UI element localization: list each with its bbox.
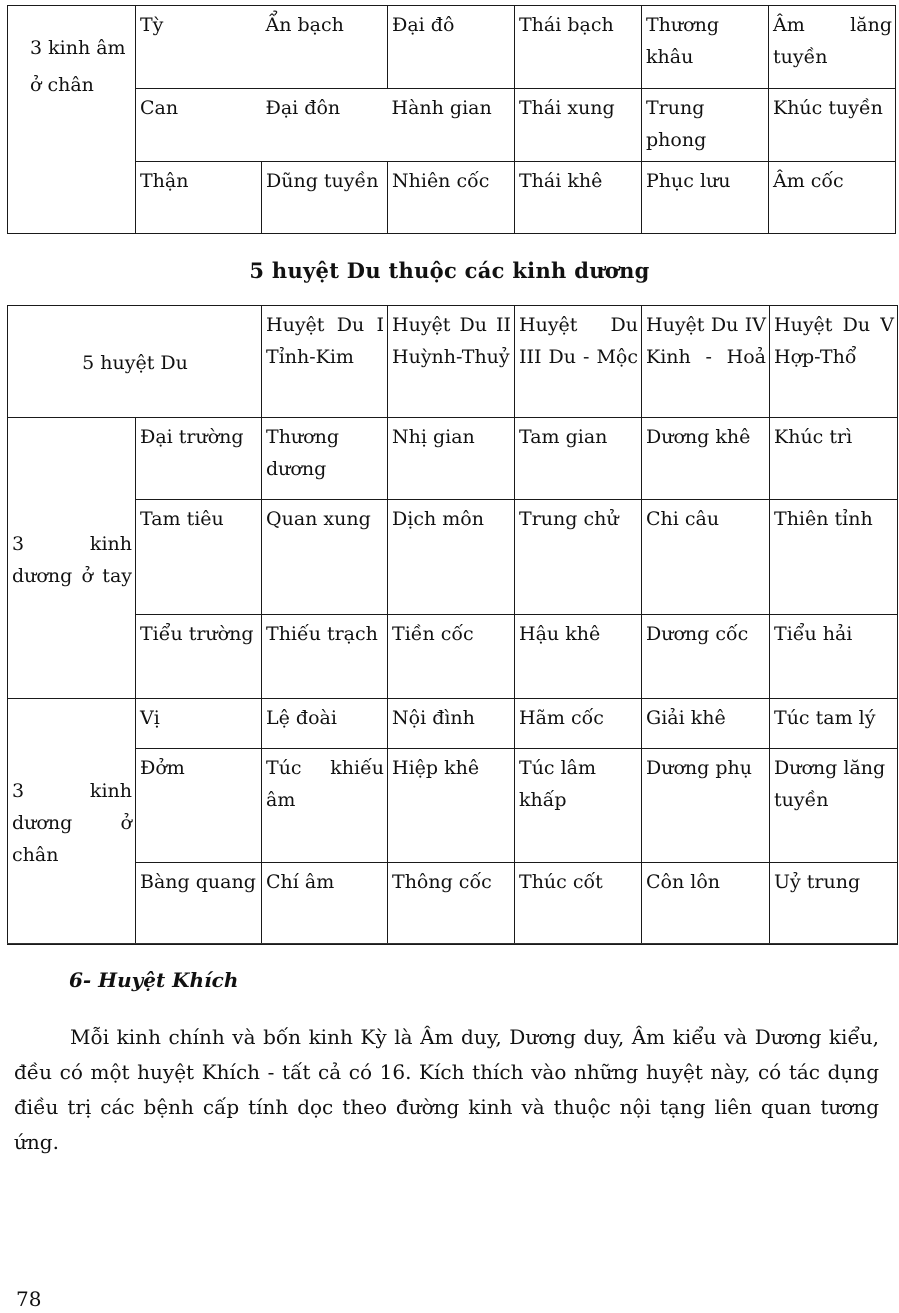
- cell-point: Phục lưu: [642, 162, 769, 234]
- cell-meridian: Thận: [136, 162, 262, 234]
- cell-point: Thúc cốt: [515, 863, 642, 945]
- cell-point: Thiếu trạch: [262, 615, 388, 699]
- cell-point: Hãm cốc: [515, 699, 642, 749]
- cell-point: Khúc tuyền: [769, 89, 896, 162]
- cell-point: Chí âm: [262, 863, 388, 945]
- cell-point: Thương dương: [262, 418, 388, 500]
- cell-point: Dương lăng tuyền: [770, 749, 898, 863]
- column-header: Huyệt Du V Hợp-Thổ: [770, 306, 898, 418]
- cell-point: Túc khiếu âm: [262, 749, 388, 863]
- cell-point: Hậu khê: [515, 615, 642, 699]
- cell-meridian: Vị: [136, 699, 262, 749]
- section-paragraph: Mỗi kinh chính và bốn kinh Kỳ là Âm duy, Dương duy, Âm kiểu và Dương kiểu, đều có một huyệt Khích - tất cả có 16. Kích thích vào những huyệt này, có tác dụng điều trị các bệnh cấp tính dọc theo đường kinh và thuộc nội tạng liên quan tương ứng.: [14, 1025, 879, 1154]
- cell-point: Ẩn bạch: [262, 6, 388, 89]
- cell-point: Âm cốc: [769, 162, 896, 234]
- cell-point: Thái xung: [515, 89, 642, 162]
- cell-point: Tiểu hải: [770, 615, 898, 699]
- header-corner: 5 huyệt Du: [8, 306, 262, 418]
- cell-point: Hành gian: [388, 89, 515, 162]
- cell-point: Quan xung: [262, 500, 388, 615]
- cell-point: Dương phụ: [642, 749, 770, 863]
- cell-point: Uỷ trung: [770, 863, 898, 945]
- cell-meridian: Tam tiêu: [136, 500, 262, 615]
- cell-meridian: Can: [136, 89, 262, 162]
- cell-meridian: Tỳ: [136, 6, 262, 89]
- cell-point: Nhiên cốc: [388, 162, 515, 234]
- cell-point: Túc lâm khấp: [515, 749, 642, 863]
- section-heading: 6- Huyệt Khích: [69, 968, 239, 992]
- cell-meridian: Đại trường: [136, 418, 262, 500]
- cell-point: Giải khê: [642, 699, 770, 749]
- cell-point: Khúc trì: [770, 418, 898, 500]
- cell-point: Thương khâu: [642, 6, 769, 89]
- column-header: Huyệt Du II Huỳnh-Thuỷ: [388, 306, 515, 418]
- cell-point: Túc tam lý: [770, 699, 898, 749]
- column-header: Huyệt Du I Tỉnh-Kim: [262, 306, 388, 418]
- table-title: 5 huyệt Du thuộc các kinh dương: [249, 258, 650, 283]
- table-bottom-rule: [7, 943, 897, 944]
- page-number: 78: [16, 1287, 42, 1311]
- group-yang-foot: 3 kinh dương ở chân: [8, 699, 136, 945]
- cell-point: Đại đô: [388, 6, 515, 89]
- cell-point: Nội đình: [388, 699, 515, 749]
- cell-point: Dương khê: [642, 418, 770, 500]
- cell-point: Đại đôn: [262, 89, 388, 162]
- column-header: Huyệt Du IV Kinh - Hoả: [642, 306, 770, 418]
- cell-point: Hiệp khê: [388, 749, 515, 863]
- cell-point: Thái bạch: [515, 6, 642, 89]
- group-yin-foot: 3 kinh âm ở chân: [8, 6, 136, 234]
- cell-point: Trung chử: [515, 500, 642, 615]
- cell-meridian: Đởm: [136, 749, 262, 863]
- cell-point: Dịch môn: [388, 500, 515, 615]
- cell-point: Dũng tuyền: [262, 162, 388, 234]
- cell-point: Tam gian: [515, 418, 642, 500]
- column-header: Huyệt Du III Du - Mộc: [515, 306, 642, 418]
- cell-point: Lệ đoài: [262, 699, 388, 749]
- cell-point: Tiền cốc: [388, 615, 515, 699]
- cell-point: Trung phong: [642, 89, 769, 162]
- cell-point: Côn lôn: [642, 863, 770, 945]
- cell-meridian: Bàng quang: [136, 863, 262, 945]
- cell-point: Thái khê: [515, 162, 642, 234]
- cell-point: Chi câu: [642, 500, 770, 615]
- cell-point: Thiên tỉnh: [770, 500, 898, 615]
- table-yin-foot: [7, 5, 896, 234]
- cell-point: Nhị gian: [388, 418, 515, 500]
- cell-point: Âm lăng tuyền: [769, 6, 896, 89]
- cell-point: Thông cốc: [388, 863, 515, 945]
- table-yang-shu-points: [7, 305, 898, 945]
- cell-meridian: Tiểu trường: [136, 615, 262, 699]
- group-yang-hand: 3 kinh dương ở tay: [8, 418, 136, 699]
- cell-point: Dương cốc: [642, 615, 770, 699]
